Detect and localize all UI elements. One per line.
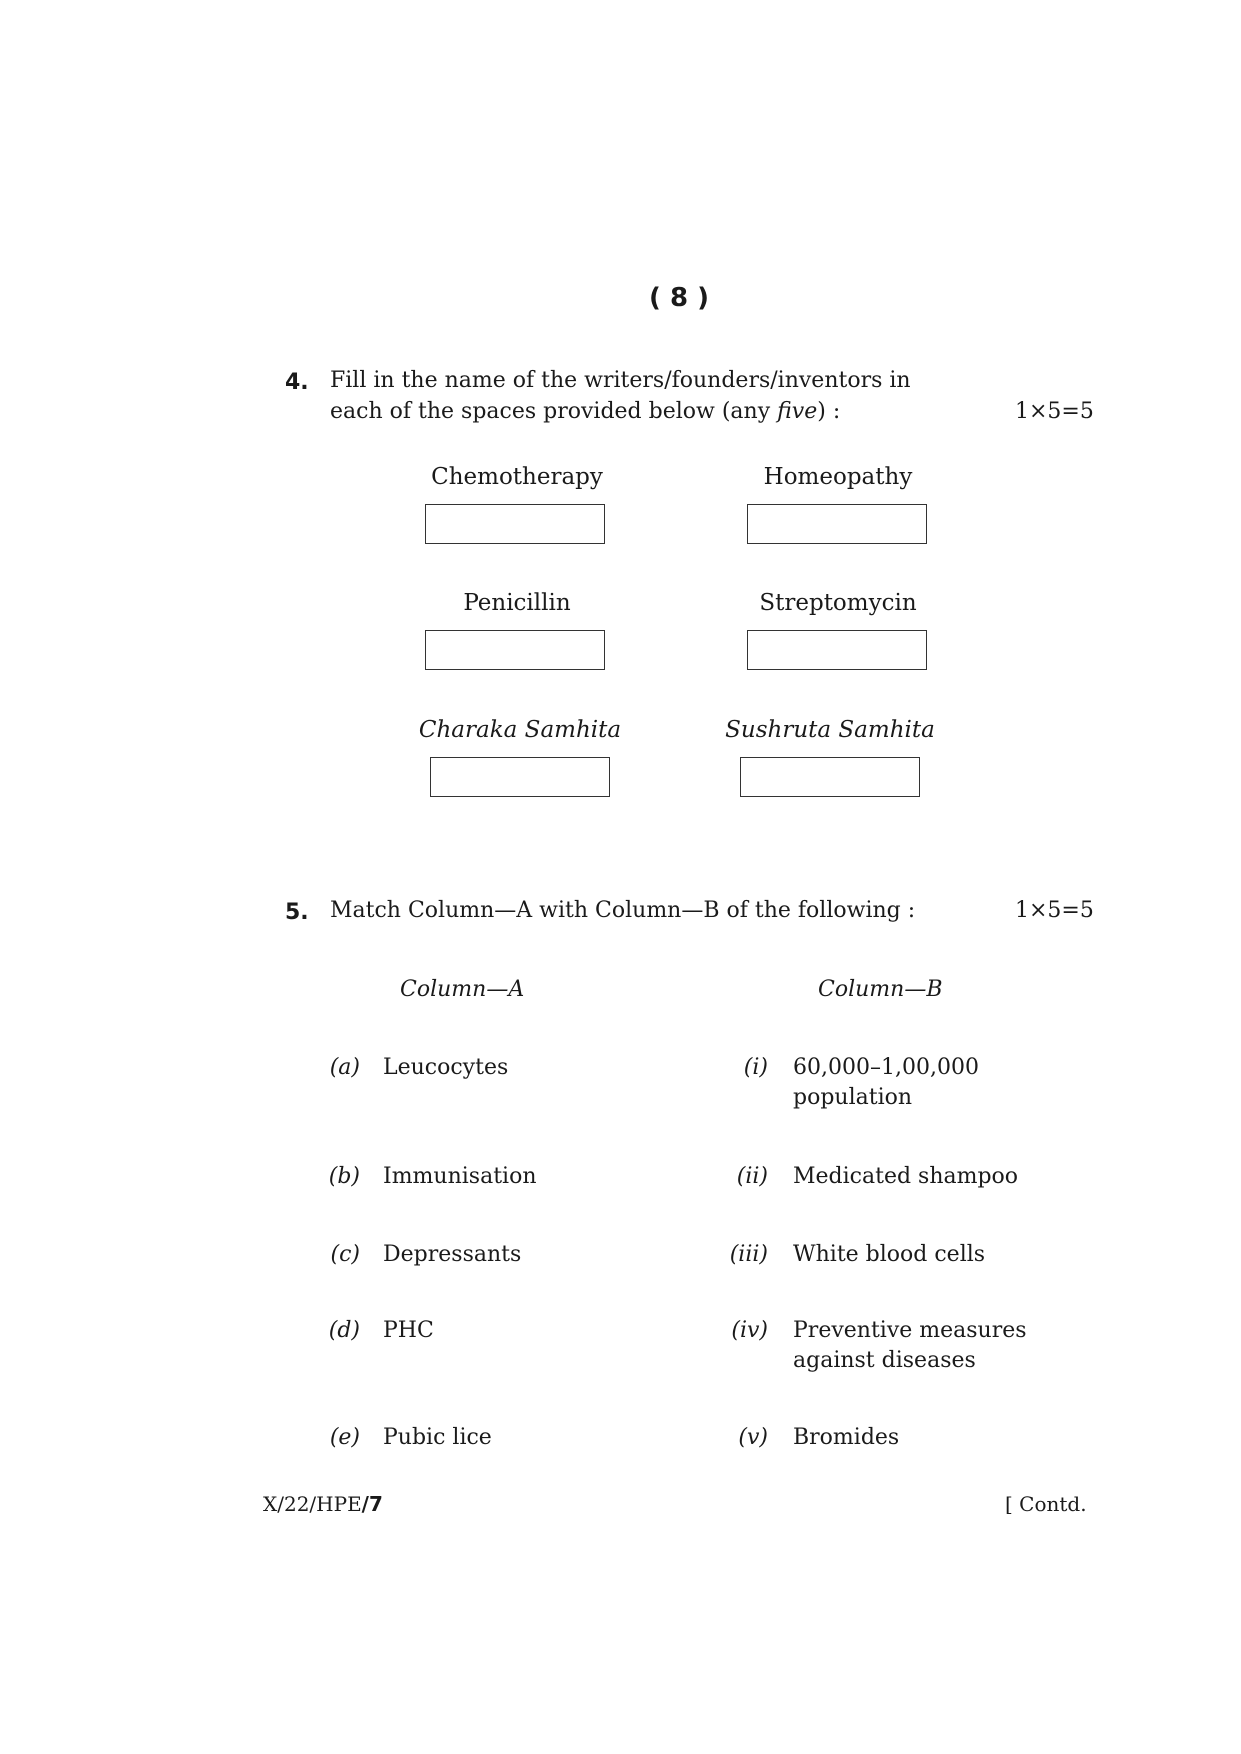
answer-box-homeopathy[interactable] xyxy=(747,504,927,544)
blank-label-charaka-samhita: Charaka Samhita xyxy=(418,717,622,743)
blank-label-chemotherapy: Chemotherapy xyxy=(431,464,603,490)
column-b-item-line1: White blood cells xyxy=(793,1242,986,1267)
column-a-label: (a) xyxy=(329,1055,360,1080)
column-a-heading: Column—A xyxy=(400,977,525,1002)
column-b-label: (v) xyxy=(738,1425,768,1450)
question-4-marks: 1×5=5 xyxy=(1015,399,1094,424)
column-b-item-line1: Bromides xyxy=(793,1425,900,1450)
column-a-label: (c) xyxy=(330,1242,360,1267)
question-5-text: Match Column—A with Column—B of the following : xyxy=(330,898,916,923)
column-b-item-line2: population xyxy=(793,1085,913,1110)
column-b-item-line1: Preventive measures xyxy=(793,1318,1027,1343)
column-b-item-line2: against diseases xyxy=(793,1348,976,1373)
question-5-marks: 1×5=5 xyxy=(1015,898,1094,923)
column-b-item-line1: 60,000–1,00,000 xyxy=(793,1055,979,1080)
blank-label-sushruta-samhita: Sushruta Samhita xyxy=(725,717,935,743)
blank-label-homeopathy: Homeopathy xyxy=(763,464,913,490)
column-b-label: (iv) xyxy=(731,1318,768,1343)
column-a-item: Leucocytes xyxy=(383,1055,509,1080)
paper-code: X/22/HPE/7 xyxy=(263,1492,383,1516)
column-a-item: Pubic lice xyxy=(383,1425,492,1450)
column-b-heading: Column—B xyxy=(818,977,943,1002)
column-a-item: PHC xyxy=(383,1318,434,1343)
question-4-text-line2: each of the spaces provided below (any five) : xyxy=(330,399,841,424)
column-a-label: (b) xyxy=(328,1164,360,1189)
column-b-label: (i) xyxy=(743,1055,768,1080)
question-4-text-line1: Fill in the name of the writers/founders/inventors in xyxy=(330,368,911,393)
page-number: ( 8 ) xyxy=(649,283,709,313)
answer-box-chemotherapy[interactable] xyxy=(425,504,605,544)
blank-label-streptomycin: Streptomycin xyxy=(759,590,917,616)
question-5-number: 5. xyxy=(285,900,309,925)
question-4-number: 4. xyxy=(285,370,309,395)
column-b-label: (ii) xyxy=(736,1164,768,1189)
answer-box-sushruta-samhita[interactable] xyxy=(740,757,920,797)
column-a-label: (d) xyxy=(328,1318,360,1343)
answer-box-streptomycin[interactable] xyxy=(747,630,927,670)
continued-marker: [ Contd. xyxy=(1005,1492,1087,1516)
answer-box-charaka-samhita[interactable] xyxy=(430,757,610,797)
answer-box-penicillin[interactable] xyxy=(425,630,605,670)
blank-label-penicillin: Penicillin xyxy=(463,590,571,616)
column-b-label: (iii) xyxy=(729,1242,768,1267)
column-a-label: (e) xyxy=(329,1425,360,1450)
column-b-item-line1: Medicated shampoo xyxy=(793,1164,1019,1189)
column-a-item: Immunisation xyxy=(383,1164,537,1189)
column-a-item: Depressants xyxy=(383,1242,522,1267)
